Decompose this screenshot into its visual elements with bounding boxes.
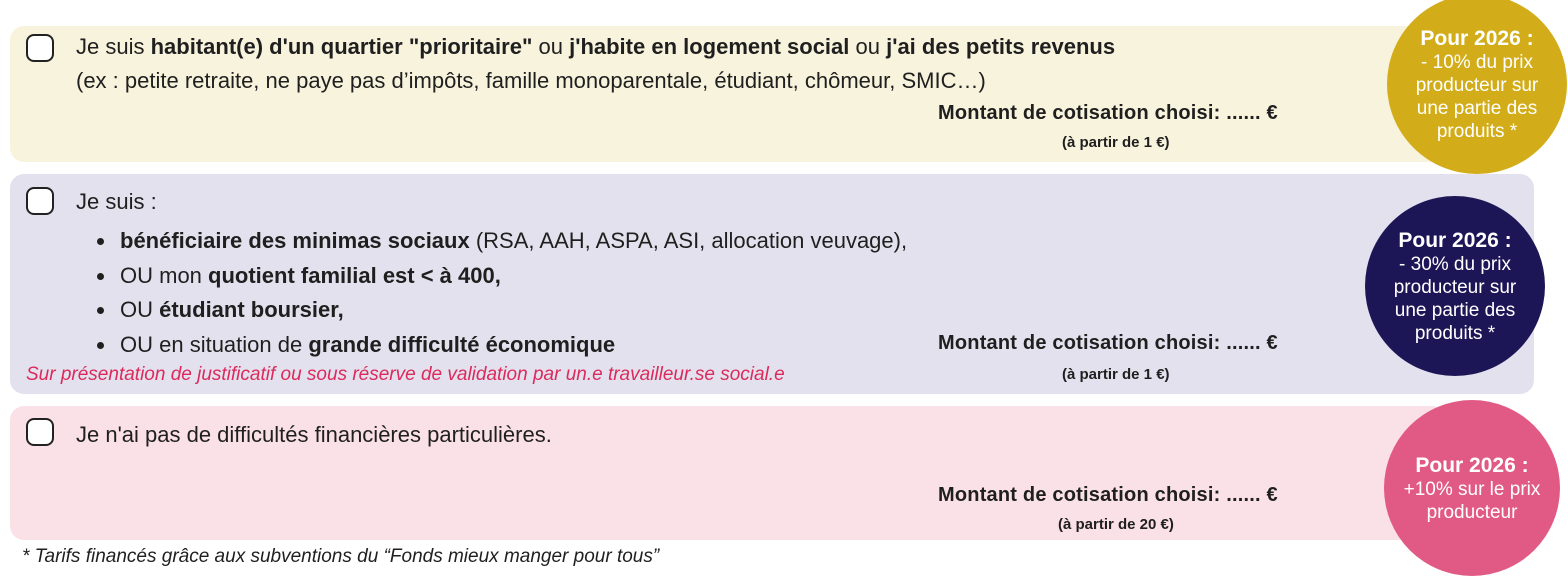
option1-badge-line: produits * — [1436, 120, 1518, 142]
option3-badge-line: producteur — [1426, 501, 1518, 523]
option2-criterion-difficulte — [96, 332, 907, 367]
option2-badge-line: producteur sur — [1393, 276, 1517, 298]
option2-intro: Je suis : — [76, 189, 157, 214]
option2-badge-line: - 30% du prix — [1399, 253, 1511, 275]
criterion-bold: quotient familial est < à 400, — [208, 262, 501, 288]
option1-badge-line: - 10% du prix — [1421, 51, 1533, 73]
option2-badge-line: produits * — [1414, 322, 1496, 344]
option2-checkbox[interactable] — [26, 187, 54, 215]
option1-line1 — [76, 34, 1115, 60]
option3-badge — [1384, 400, 1560, 576]
option2-justificatif-note: Sur présentation de justificatif ou sous réserve de validation par un.e travailleur.se social.e — [26, 364, 785, 385]
option1-text-part: ou — [849, 34, 887, 59]
option2-criterion-boursier — [96, 297, 907, 332]
criterion-bold: étudiant boursier, — [159, 297, 344, 322]
criterion-rest: (RSA, AAH, ASPA, ASI, allocation veuvage), — [469, 228, 908, 253]
option1-examples: (ex : petite retraite, ne paye pas d’impôts, famille monoparentale, étudiant, chômeur, SMIC…) — [76, 68, 986, 93]
footnote: * Tarifs financés grâce aux subventions du “Fonds mieux manger pour tous” — [22, 546, 660, 567]
option3-checkbox[interactable] — [26, 418, 54, 446]
option1-bold-logement: j'habite en logement social — [569, 34, 850, 59]
option1-bold-quartier: habitant(e) d'un quartier "prioritaire" — [150, 34, 533, 59]
option1-amount-field[interactable]: Montant de cotisation choisi: ...... € — [938, 102, 1278, 124]
option1-minimum: (à partir de 1 €) — [1062, 134, 1170, 151]
option2-badge-title: Pour 2026 : — [1398, 228, 1512, 252]
criterion-bold: bénéficiaire des minimas sociaux — [120, 228, 470, 253]
option1-badge-line: producteur sur — [1415, 74, 1539, 96]
option1-text-part: ou — [532, 34, 570, 59]
option1-bold-revenus: j'ai des petits revenus — [886, 34, 1116, 59]
option2-criterion-minimas — [96, 228, 907, 263]
option3-text: Je n'ai pas de difficultés financières particulières. — [76, 422, 552, 447]
option3-amount-field[interactable]: Montant de cotisation choisi: ...... € — [938, 484, 1278, 506]
option1-badge — [1387, 0, 1567, 174]
option1-badge-line: une partie des — [1416, 97, 1538, 119]
option3-badge-line: +10% sur le prix — [1403, 478, 1541, 500]
option1-text-part: Je suis — [76, 34, 151, 59]
criterion-pre: OU — [120, 297, 160, 322]
criterion-pre: OU en situation de — [120, 331, 309, 357]
option2-amount-field[interactable]: Montant de cotisation choisi: ...... € — [938, 332, 1278, 354]
option2-criterion-quotient — [96, 263, 907, 298]
option2-badge — [1365, 196, 1545, 376]
criterion-pre: OU mon — [120, 262, 209, 288]
option3-minimum: (à partir de 20 €) — [1058, 516, 1174, 533]
criterion-bold: grande difficulté économique — [308, 331, 616, 357]
option3-badge-title: Pour 2026 : — [1415, 453, 1529, 477]
option2-criteria-list — [96, 228, 907, 366]
option1-checkbox[interactable] — [26, 34, 54, 62]
option2-badge-line: une partie des — [1394, 299, 1516, 321]
option1-badge-title: Pour 2026 : — [1420, 26, 1534, 50]
option2-minimum: (à partir de 1 €) — [1062, 366, 1170, 383]
